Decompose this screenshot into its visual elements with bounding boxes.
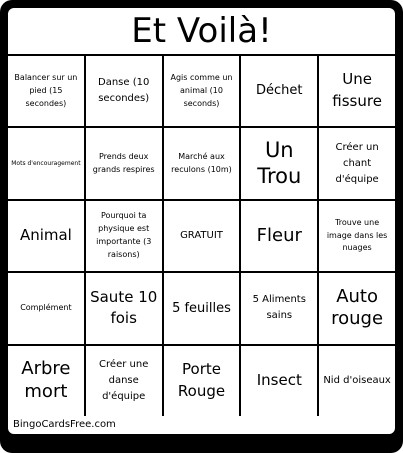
bingo-cell-r2c1[interactable]: Mots d'encouragement — [8, 128, 84, 198]
bingo-cell-r1c3[interactable]: Agis comme un animal (10 seconds) — [164, 56, 240, 126]
bingo-cell-r3c1[interactable]: Animal — [8, 201, 84, 271]
bingo-cell-r5c3[interactable]: Porte Rouge — [164, 346, 240, 416]
bingo-grid — [8, 56, 395, 416]
bingo-cell-r3c4[interactable]: Fleur — [241, 201, 317, 271]
bingo-cell-r4c5[interactable]: Auto rouge — [319, 273, 395, 343]
bingo-cell-r4c3[interactable]: 5 feuilles — [164, 273, 240, 343]
bingo-cell-r4c4[interactable]: 5 Aliments sains — [241, 273, 317, 343]
bingo-cell-r2c2[interactable]: Prends deux grands respires — [86, 128, 162, 198]
bingo-cell-r2c3[interactable]: Marché aux reculons (10m) — [164, 128, 240, 198]
bingo-cell-r4c1[interactable]: Complément — [8, 273, 84, 343]
footer-credit: BingoCardsFree.com — [8, 416, 395, 434]
bingo-cell-r3c2[interactable]: Pourquoi ta physique est importante (3 raisons) — [86, 201, 162, 271]
bingo-cell-r5c4[interactable]: Insect — [241, 346, 317, 416]
bingo-cell-r1c5[interactable]: Une fissure — [319, 56, 395, 126]
bingo-cell-r2c5[interactable]: Créer un chant d'équipe — [319, 128, 395, 198]
bingo-cell-r1c1[interactable]: Balancer sur un pied (15 secondes) — [8, 56, 84, 126]
bingo-cell-r1c2[interactable]: Danse (10 secondes) — [86, 56, 162, 126]
bingo-cell-r5c2[interactable]: Créer une danse d'équipe — [86, 346, 162, 416]
bingo-cell-r5c1[interactable]: Arbre mort — [8, 346, 84, 416]
card-title: Et Voilà! — [8, 8, 395, 54]
bingo-cell-r1c4[interactable]: Déchet — [241, 56, 317, 126]
bingo-cell-r3c3[interactable]: GRATUIT — [164, 201, 240, 271]
bingo-cell-r4c2[interactable]: Saute 10 fois — [86, 273, 162, 343]
bingo-cell-r3c5[interactable]: Trouve une image dans les nuages — [319, 201, 395, 271]
bingo-cell-r2c4[interactable]: Un Trou — [241, 128, 317, 198]
bingo-cell-r5c5[interactable]: Nid d'oiseaux — [319, 346, 395, 416]
